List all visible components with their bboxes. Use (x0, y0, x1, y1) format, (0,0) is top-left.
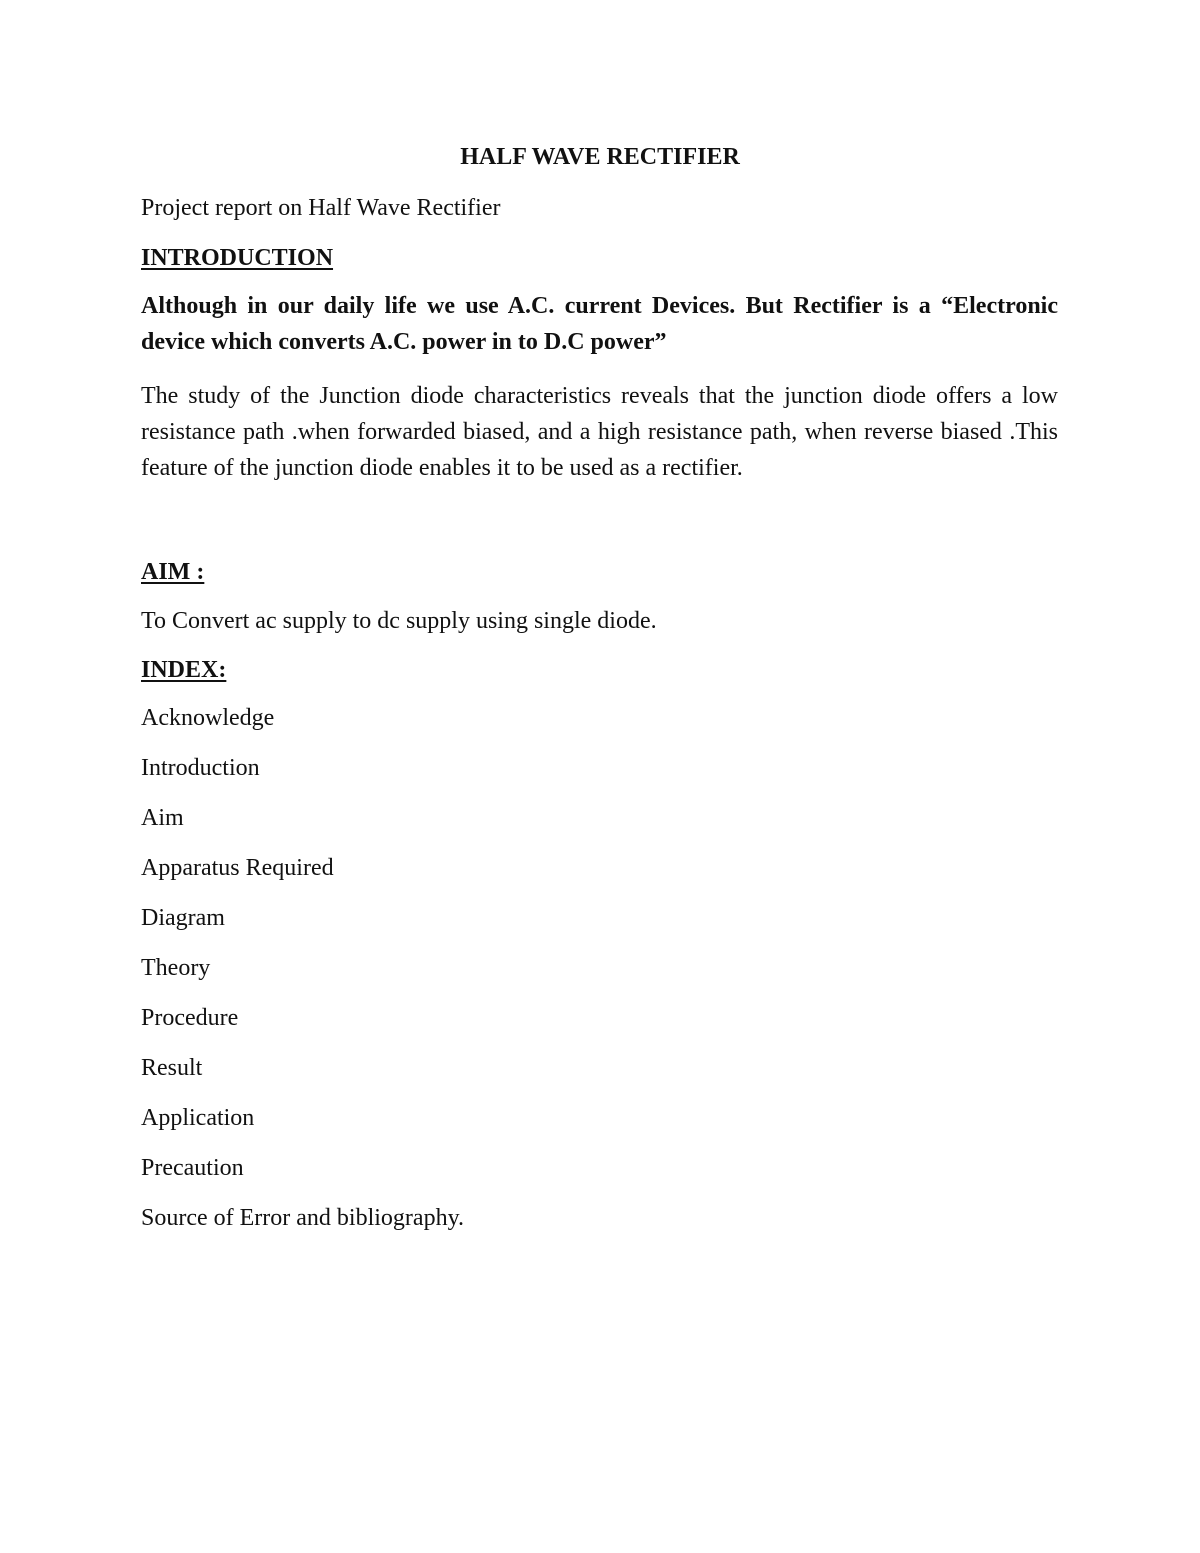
index-item-aim: Aim (141, 805, 184, 831)
index-item-application: Application (141, 1105, 255, 1131)
document-subtitle: Project report on Half Wave Rectifier (141, 195, 501, 221)
index-heading: INDEX: (141, 657, 227, 683)
aim-text: To Convert ac supply to dc supply using single diode. (141, 608, 657, 634)
index-list (141, 704, 464, 1254)
index-item-theory: Theory (141, 955, 211, 981)
aim-heading: AIM : (141, 559, 205, 585)
introduction-heading: INTRODUCTION (141, 245, 334, 271)
index-item-apparatus-required: Apparatus Required (141, 855, 334, 881)
index-item-source-of-error: Source of Error and bibliography. (141, 1205, 465, 1231)
index-item-acknowledge: Acknowledge (141, 705, 275, 731)
index-item-precaution: Precaution (141, 1155, 244, 1181)
document-title: HALF WAVE RECTIFIER (460, 144, 740, 170)
introduction-paragraph: The study of the Junction diode characteristics reveals that the junction diode offers a low resistance path .when forwarded biased, and a high resistance path, when reverse biased .This feature of the junction diode enables it to be used as a rectifier. (141, 383, 1058, 481)
index-item-diagram: Diagram (141, 905, 225, 931)
introduction-bold-paragraph: Although in our daily life we use A.C. current Devices. But Rectifier is a “Electronic device which converts A.C. power in to D.C power” (141, 293, 1058, 355)
index-item-result: Result (141, 1055, 203, 1081)
index-item-procedure: Procedure (141, 1005, 239, 1031)
index-item-introduction: Introduction (141, 755, 260, 781)
